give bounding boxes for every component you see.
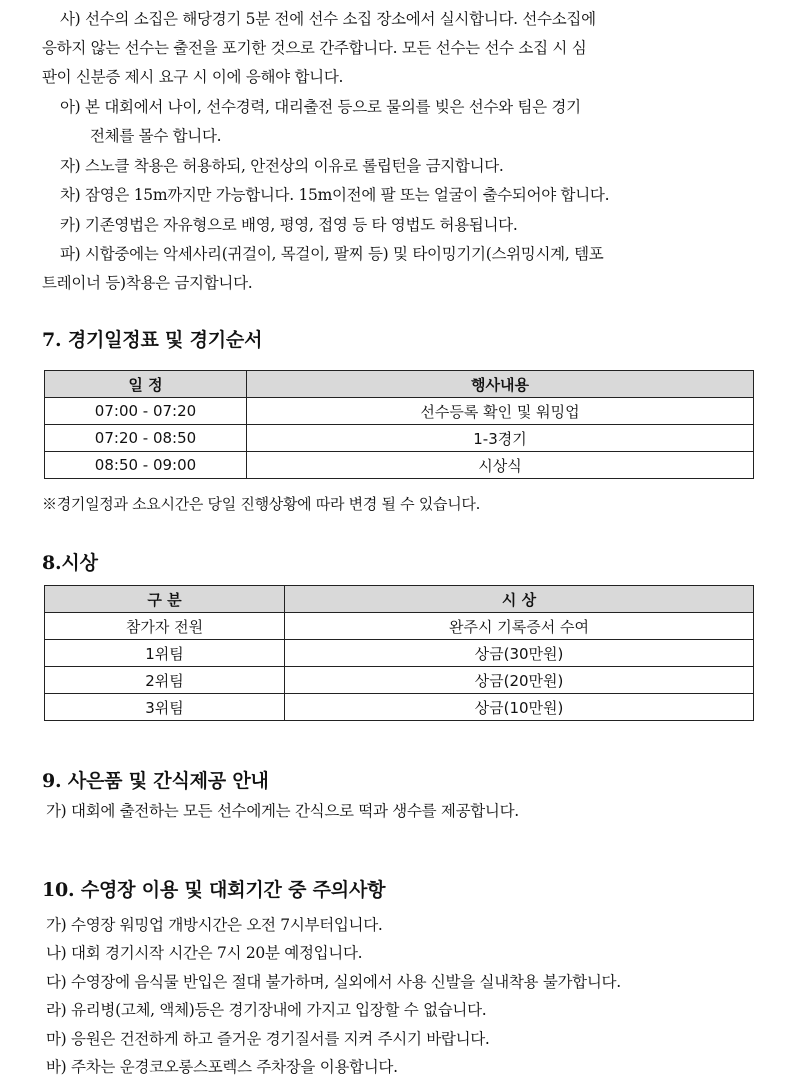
table-row — [45, 452, 754, 479]
caution-item: 나) 대회 경기시작 시간은 7시 20분 예정입니다. — [46, 944, 363, 962]
rule-item-pa-cont: 트레이너 등)착용은 금지합니다. — [42, 274, 253, 292]
awards-header-category: 구 분 — [45, 586, 285, 613]
awards-prize: 상금(20만원) — [285, 667, 754, 694]
caution-item: 다) 수영장에 음식물 반입은 절대 불가하며, 실외에서 사용 신발을 실내착용 불가합니다. — [46, 973, 621, 991]
caution-item: 마) 응원은 건전하게 하고 즐거운 경기질서를 지켜 주시기 바랍니다. — [46, 1030, 490, 1048]
awards-header-prize: 시 상 — [285, 586, 754, 613]
rule-item-sa-cont1: 응하지 않는 선수는 출전을 포기한 것으로 간주합니다. 모든 선수는 선수 소집 시 심 — [42, 39, 587, 57]
schedule-time: 07:00 - 07:20 — [45, 398, 247, 425]
awards-prize: 상금(10만원) — [285, 694, 754, 721]
awards-category: 3위팀 — [45, 694, 285, 721]
table-row — [45, 694, 754, 721]
rule-item-pa: 파) 시합중에는 악세사리(귀걸이, 목걸이, 팔찌 등) 및 타이밍기기(스위밍시계, 템포 — [60, 245, 604, 263]
section-7-title: 7. 경기일정표 및 경기순서 — [42, 329, 263, 351]
rule-item-a-cont: 전체를 몰수 합니다. — [90, 127, 222, 145]
awards-header-row — [45, 586, 754, 613]
section-10-title: 10. 수영장 이용 및 대회기간 중 주의사항 — [42, 879, 386, 901]
rule-item-a: 아) 본 대회에서 나이, 선수경력, 대리출전 등으로 물의를 빚은 선수와 팀은 경기 — [60, 98, 581, 116]
rule-item-ja: 자) 스노클 착용은 허용하되, 안전상의 이유로 롤립턴을 금지합니다. — [60, 157, 504, 175]
schedule-time: 08:50 - 09:00 — [45, 452, 247, 479]
awards-prize: 상금(30만원) — [285, 640, 754, 667]
schedule-event: 1-3경기 — [247, 425, 754, 452]
awards-table — [44, 585, 754, 721]
section-9-title: 9. 사은품 및 간식제공 안내 — [42, 770, 269, 792]
table-row — [45, 613, 754, 640]
schedule-header-event: 행사내용 — [247, 371, 754, 398]
schedule-time: 07:20 - 08:50 — [45, 425, 247, 452]
schedule-header-time: 일 정 — [45, 371, 247, 398]
awards-prize: 완주시 기록증서 수여 — [285, 613, 754, 640]
table-row — [45, 640, 754, 667]
rule-item-cha: 차) 잠영은 15m까지만 가능합니다. 15m이전에 팔 또는 얼굴이 출수되어야 합니다. — [60, 186, 610, 204]
table-row — [45, 425, 754, 452]
caution-item: 바) 주차는 운경코오롱스포렉스 주차장을 이용합니다. — [46, 1058, 398, 1076]
rule-item-sa-cont2: 판이 신분증 제시 요구 시 이에 응해야 합니다. — [42, 68, 344, 86]
rule-item-ka: 카) 기존영법은 자유형으로 배영, 평영, 접영 등 타 영법도 허용됩니다. — [60, 216, 518, 234]
caution-item: 라) 유리병(고체, 액체)등은 경기장내에 가지고 입장할 수 없습니다. — [46, 1001, 487, 1019]
rule-item-sa: 사) 선수의 소집은 해당경기 5분 전에 선수 소집 장소에서 실시합니다. 선수소집에 — [60, 10, 596, 28]
schedule-event: 시상식 — [247, 452, 754, 479]
table-row — [45, 398, 754, 425]
table-row — [45, 667, 754, 694]
section-8-title: 8.시상 — [42, 552, 98, 574]
awards-category: 1위팀 — [45, 640, 285, 667]
schedule-table — [44, 370, 754, 479]
schedule-note: ※경기일정과 소요시간은 당일 진행상황에 따라 변경 될 수 있습니다. — [42, 495, 481, 513]
schedule-header-row — [45, 371, 754, 398]
schedule-event: 선수등록 확인 및 워밍업 — [247, 398, 754, 425]
awards-category: 참가자 전원 — [45, 613, 285, 640]
caution-item: 가) 수영장 워밍업 개방시간은 오전 7시부터입니다. — [46, 916, 383, 934]
awards-category: 2위팀 — [45, 667, 285, 694]
snack-item: 가) 대회에 출전하는 모든 선수에게는 간식으로 떡과 생수를 제공합니다. — [46, 802, 519, 820]
